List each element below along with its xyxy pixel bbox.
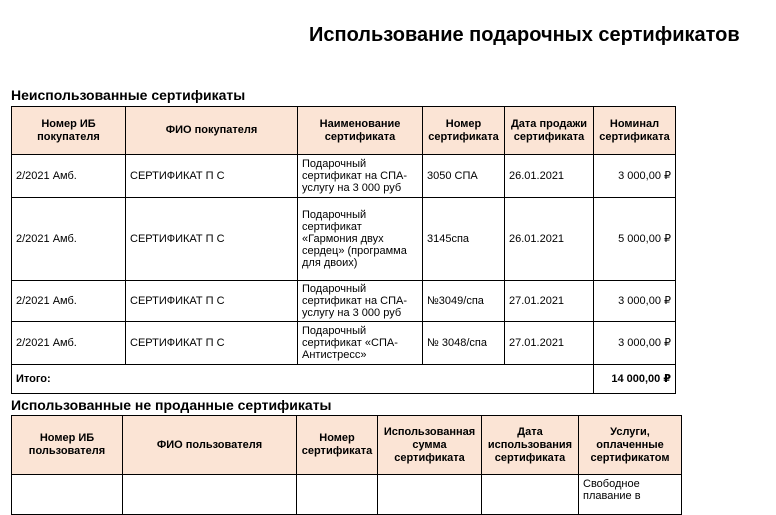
- cell-certificate-number: [297, 475, 378, 515]
- total-value: 14 000,00 ₽: [594, 365, 676, 394]
- unused-certificates-table: [11, 106, 676, 394]
- table-row[interactable]: [12, 155, 676, 198]
- column-header-buyer-name: ФИО покупателя: [126, 107, 298, 155]
- column-header-buyer-ib-number: Номер ИБ покупателя: [12, 107, 126, 155]
- cell-nominal: 5 000,00 ₽: [594, 198, 676, 281]
- column-header-nominal: Номинал сертификата: [594, 107, 676, 155]
- cell-certificate-name: Подарочный сертификат «СПА-Антистресс»: [298, 322, 423, 365]
- cell-certificate-name: Подарочный сертификат «Гармония двух сердец» (программа для двоих): [298, 198, 423, 281]
- cell-certificate-number: 3050 СПА: [423, 155, 505, 198]
- table-row[interactable]: [12, 198, 676, 281]
- cell-sale-date: 27.01.2021: [505, 322, 594, 365]
- cell-used-amount: [378, 475, 482, 515]
- total-label: Итого:: [12, 365, 594, 394]
- cell-buyer-ib-number: 2/2021 Амб.: [12, 322, 126, 365]
- table-row[interactable]: [12, 475, 682, 515]
- cell-user-name: [123, 475, 297, 515]
- used-unsold-certificates-table: [11, 415, 682, 515]
- cell-certificate-name: Подарочный сертификат на СПА-услугу на 3 000 руб: [298, 155, 423, 198]
- used-unsold-section-title: Использованные не проданные сертификаты: [11, 397, 332, 413]
- cell-certificate-name: Подарочный сертификат на СПА-услугу на 3 000 руб: [298, 281, 423, 322]
- cell-buyer-name: СЕРТИФИКАТ П С: [126, 155, 298, 198]
- page-title: Использование подарочных сертификатов: [309, 24, 740, 46]
- cell-sale-date: 26.01.2021: [505, 198, 594, 281]
- column-header-usage-date: Дата использования сертификата: [482, 416, 579, 475]
- cell-buyer-ib-number: 2/2021 Амб.: [12, 198, 126, 281]
- cell-usage-date: [482, 475, 579, 515]
- cell-certificate-number: №3049/спа: [423, 281, 505, 322]
- unused-section-title: Неиспользованные сертификаты: [11, 87, 246, 103]
- cell-certificate-number: 3145спа: [423, 198, 505, 281]
- table-row[interactable]: [12, 322, 676, 365]
- column-header-sale-date: Дата продажи сертификата: [505, 107, 594, 155]
- total-row: [12, 365, 676, 394]
- cell-nominal: 3 000,00 ₽: [594, 155, 676, 198]
- column-header-paid-services: Услуги, оплаченные сертификатом: [579, 416, 682, 475]
- cell-certificate-number: № 3048/спа: [423, 322, 505, 365]
- cell-user-ib-number: [12, 475, 123, 515]
- cell-buyer-ib-number: 2/2021 Амб.: [12, 155, 126, 198]
- cell-sale-date: 27.01.2021: [505, 281, 594, 322]
- column-header-certificate-name: Наименование сертификата: [298, 107, 423, 155]
- column-header-certificate-number: Номер сертификата: [423, 107, 505, 155]
- cell-paid-services: Свободное плавание в: [579, 475, 682, 515]
- cell-buyer-ib-number: 2/2021 Амб.: [12, 281, 126, 322]
- column-header-certificate-number: Номер сертификата: [297, 416, 378, 475]
- cell-nominal: 3 000,00 ₽: [594, 281, 676, 322]
- column-header-user-name: ФИО пользователя: [123, 416, 297, 475]
- cell-buyer-name: СЕРТИФИКАТ П С: [126, 198, 298, 281]
- table-header-row: [12, 416, 682, 475]
- column-header-user-ib-number: Номер ИБ пользователя: [12, 416, 123, 475]
- cell-buyer-name: СЕРТИФИКАТ П С: [126, 281, 298, 322]
- table-row[interactable]: [12, 281, 676, 322]
- cell-sale-date: 26.01.2021: [505, 155, 594, 198]
- table-header-row: [12, 107, 676, 155]
- cell-nominal: 3 000,00 ₽: [594, 322, 676, 365]
- cell-buyer-name: СЕРТИФИКАТ П С: [126, 322, 298, 365]
- column-header-used-amount: Использованная сумма сертификата: [378, 416, 482, 475]
